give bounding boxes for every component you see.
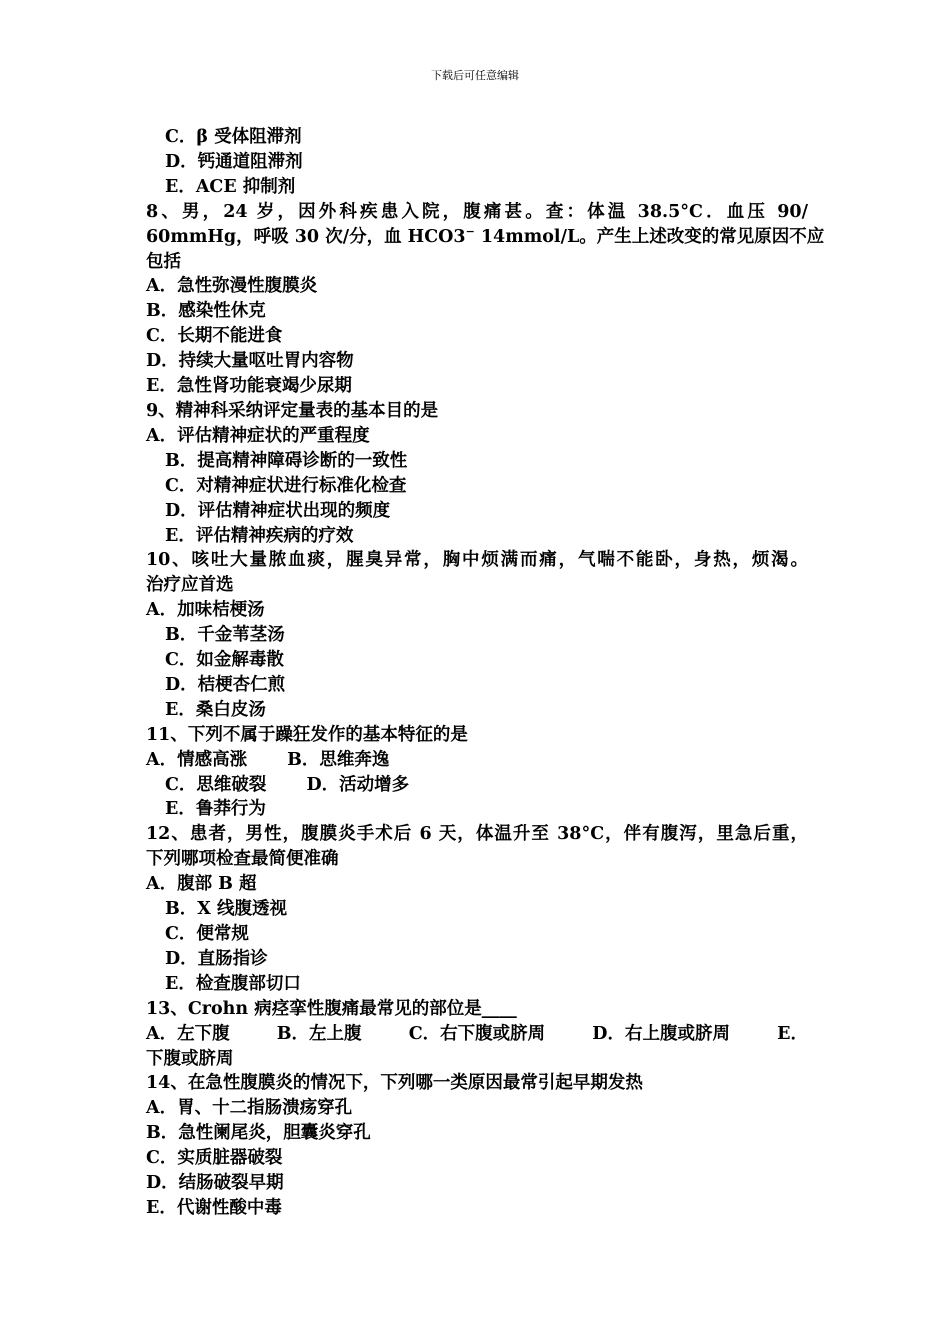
q11-options-row1 xyxy=(146,748,808,773)
q13-option-c: C．右下腹或脐周 xyxy=(408,1023,546,1044)
q12-option-e: E．检查腹部切口 xyxy=(165,973,301,994)
q8-option-a: A．急性弥漫性腹膜炎 xyxy=(146,276,318,297)
q8-superscript: − xyxy=(465,224,475,238)
q8-option-b: B．感染性休克 xyxy=(146,301,266,322)
q12-option-c: C．便常规 xyxy=(165,924,249,944)
q14-option-d: D．结肠破裂早期 xyxy=(146,1173,284,1194)
q13-option-d: D．右上腹或脐周 xyxy=(592,1023,730,1044)
q11-stem: 11、下列不属于躁狂发作的基本特征的是 xyxy=(146,724,468,745)
q13-stem: 13、Crohn 病痉挛性腹痛最常见的部位是____ xyxy=(146,998,517,1019)
q11-option-d: D．活动增多 xyxy=(306,774,410,795)
q12-option-b: B．X 线腹透视 xyxy=(165,899,287,920)
q11-option-a: A．情感高涨 xyxy=(146,749,248,770)
q10-option-d: D．桔梗杏仁煎 xyxy=(165,674,286,695)
q14-stem: 14、在急性腹膜炎的情况下，下列哪一类原因最常引起早期发热 xyxy=(146,1073,643,1094)
q14-option-b: B．急性阑尾炎，胆囊炎穿孔 xyxy=(146,1123,371,1144)
q10-option-e: E．桑白皮汤 xyxy=(165,699,266,720)
q10-stem-line1: 10、咳吐大量脓血痰，腥臭异常，胸中烦满而痛，气喘不能卧，身热，烦渴。 xyxy=(146,550,808,571)
q10-option-b: B．千金苇茎汤 xyxy=(165,625,285,646)
q8-option-e: E．急性肾功能衰竭少尿期 xyxy=(146,376,352,397)
q9-option-b: B．提高精神障碍诊断的一致性 xyxy=(165,450,408,471)
q8-stem-line2-a: 60mmHg，呼吸 30 次/分，血 HCO3 xyxy=(146,226,466,247)
q8-stem-line1: 8、男，24 岁，因外科疾患入院，腹痛甚。查：体温 38.5°C．血压 90/ xyxy=(146,201,808,222)
q11-options-row2 xyxy=(146,773,808,798)
page-header: 下载后可任意编辑 xyxy=(431,69,519,82)
q9-option-c: C．对精神症状进行标准化检查 xyxy=(165,475,407,496)
q9-option-a: A．评估精神症状的严重程度 xyxy=(146,425,370,446)
q11-option-b: B．思维奔逸 xyxy=(287,749,390,770)
q10-option-c: C．如金解毒散 xyxy=(165,650,284,671)
q14-option-e: E．代谢性酸中毒 xyxy=(146,1197,282,1218)
q11-option-e: E．鲁莽行为 xyxy=(165,799,266,820)
q14-option-c: C．实质脏器破裂 xyxy=(146,1148,283,1169)
q13-options-row xyxy=(146,1022,808,1047)
q9-option-e: E．评估精神疾病的疗效 xyxy=(165,525,354,546)
q9-option-d: D．评估精神症状出现的频度 xyxy=(165,500,391,521)
q12-stem-line1: 12、患者，男性，腹膜炎手术后 6 天，体温升至 38°C，伴有腹泻，里急后重， xyxy=(146,824,808,845)
q13-option-a: A．左下腹 xyxy=(146,1023,230,1044)
q8-stem-line2-b: 14mmol/L。产生上述改变的常见原因不应 xyxy=(474,226,825,247)
q10-option-a: A．加味桔梗汤 xyxy=(146,600,265,621)
q12-stem-line2: 下列哪项检查最简便准确 xyxy=(146,849,339,870)
q13-option-e-continued: 下腹或脐周 xyxy=(146,1048,234,1069)
q8-stem-line2 xyxy=(146,224,825,250)
q7-option-c: C．β 受体阻滞剂 xyxy=(165,127,302,147)
document-body xyxy=(146,125,825,1221)
q13-option-b: B．左上腹 xyxy=(276,1023,362,1044)
q8-stem-line3: 包括 xyxy=(146,251,181,272)
q10-stem-line2: 治疗应首选 xyxy=(146,575,234,596)
q14-option-a: A．胃、十二指肠溃疡穿孔 xyxy=(146,1098,353,1119)
q11-option-c: C．思维破裂 xyxy=(165,774,267,795)
q7-option-d: D．钙通道阻滞剂 xyxy=(165,151,303,172)
q7-option-e: E．ACE 抑制剂 xyxy=(165,176,296,197)
q8-option-d: D．持续大量呕吐胃内容物 xyxy=(146,351,354,372)
q13-option-e: E． xyxy=(777,1023,808,1044)
q12-option-a: A．腹部 B 超 xyxy=(146,874,257,895)
q9-stem: 9、精神科采纳评定量表的基本目的是 xyxy=(146,400,439,421)
q12-option-d: D．直肠指诊 xyxy=(165,948,268,969)
q8-option-c: C．长期不能进食 xyxy=(146,326,283,347)
